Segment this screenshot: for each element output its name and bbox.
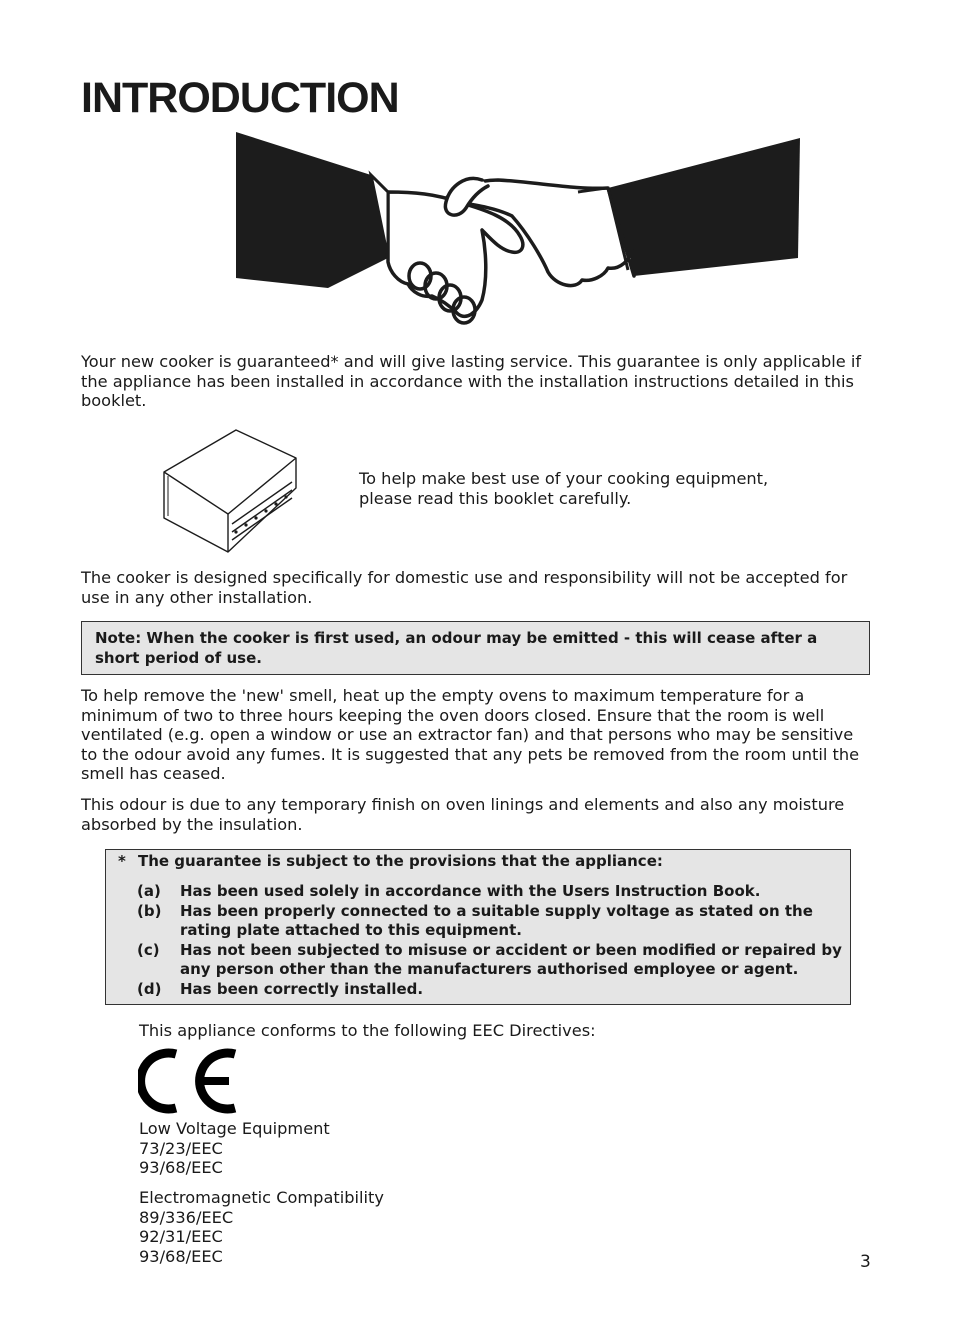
guarantee-intro-text: The guarantee is subject to the provisions that the appliance:	[138, 852, 663, 870]
odour-paragraph-1: To help remove the 'new' smell, heat up the empty ovens to maximum temperature for a minimum of two to three hours keeping the oven doors closed. Ensure that the room is well ventilated (e.g. open a window or use an extractor fan) and that persons who may be sensitive to the odour avoid any fumes. It is suggested that any pets be removed from the room until the smell has ceased.	[81, 686, 860, 784]
note-box	[81, 621, 870, 675]
directive-group-emc	[139, 1188, 384, 1266]
domestic-use-paragraph: The cooker is designed specifically for domestic use and responsibility will not be accepted for use in any other installation.	[81, 568, 848, 607]
item-text: Has been correctly installed.	[180, 979, 424, 998]
ce-mark-logo	[138, 1048, 238, 1114]
directive-group-low-voltage	[139, 1119, 330, 1178]
guarantee-list	[137, 882, 849, 1000]
item-label: (b)	[137, 901, 162, 920]
booklet-icon	[160, 428, 298, 555]
directive-name: Electromagnetic Compatibility	[139, 1188, 384, 1207]
item-text: Has not been subjected to misuse or accident or been modified or repaired by any person other than the manufacturers authorised employee or agent.	[180, 940, 842, 979]
booklet-line-1: To help make best use of your cooking equipment,	[359, 469, 769, 488]
note-text: Note: When the cooker is first used, an odour may be emitted - this will cease after a short period of use.	[95, 629, 818, 667]
item-text: Has been properly connected to a suitable supply voltage as stated on the rating plate attached to this equipment.	[180, 901, 813, 940]
item-label: (a)	[137, 882, 161, 900]
guarantee-item	[137, 941, 849, 980]
directives-intro: This appliance conforms to the following EEC Directives:	[139, 1021, 596, 1040]
odour-paragraph-2: This odour is due to any temporary finish on oven linings and elements and also any moisture absorbed by the insulation.	[81, 795, 845, 834]
guarantee-item	[137, 882, 849, 902]
booklet-instruction	[359, 469, 819, 508]
handshake-illustration	[236, 130, 802, 330]
directive-code: 89/336/EEC	[139, 1207, 234, 1227]
directive-code: 73/23/EEC	[139, 1138, 223, 1158]
guarantee-item	[137, 902, 849, 941]
guarantee-paragraph: Your new cooker is guaranteed* and will give lasting service. This guarantee is only applicable if the appliance has been installed in accordance with the installation instructions detailed in this booklet.	[81, 352, 862, 411]
asterisk: *	[118, 852, 126, 870]
guarantee-item	[137, 980, 849, 1000]
guarantee-box	[105, 849, 851, 1005]
directive-name: Low Voltage Equipment	[139, 1119, 330, 1138]
booklet-line-2: please read this booklet carefully.	[359, 488, 632, 508]
directive-code: 92/31/EEC	[139, 1227, 223, 1247]
directive-code: 93/68/EEC	[139, 1246, 223, 1266]
item-text: Has been used solely in accordance with the Users Instruction Book.	[180, 882, 761, 900]
item-label: (c)	[137, 940, 160, 959]
directive-code: 93/68/EEC	[139, 1158, 223, 1178]
page-number: 3	[860, 1252, 871, 1272]
page-title: INTRODUCTION	[81, 74, 399, 122]
guarantee-intro	[118, 852, 663, 872]
item-label: (d)	[137, 979, 162, 998]
